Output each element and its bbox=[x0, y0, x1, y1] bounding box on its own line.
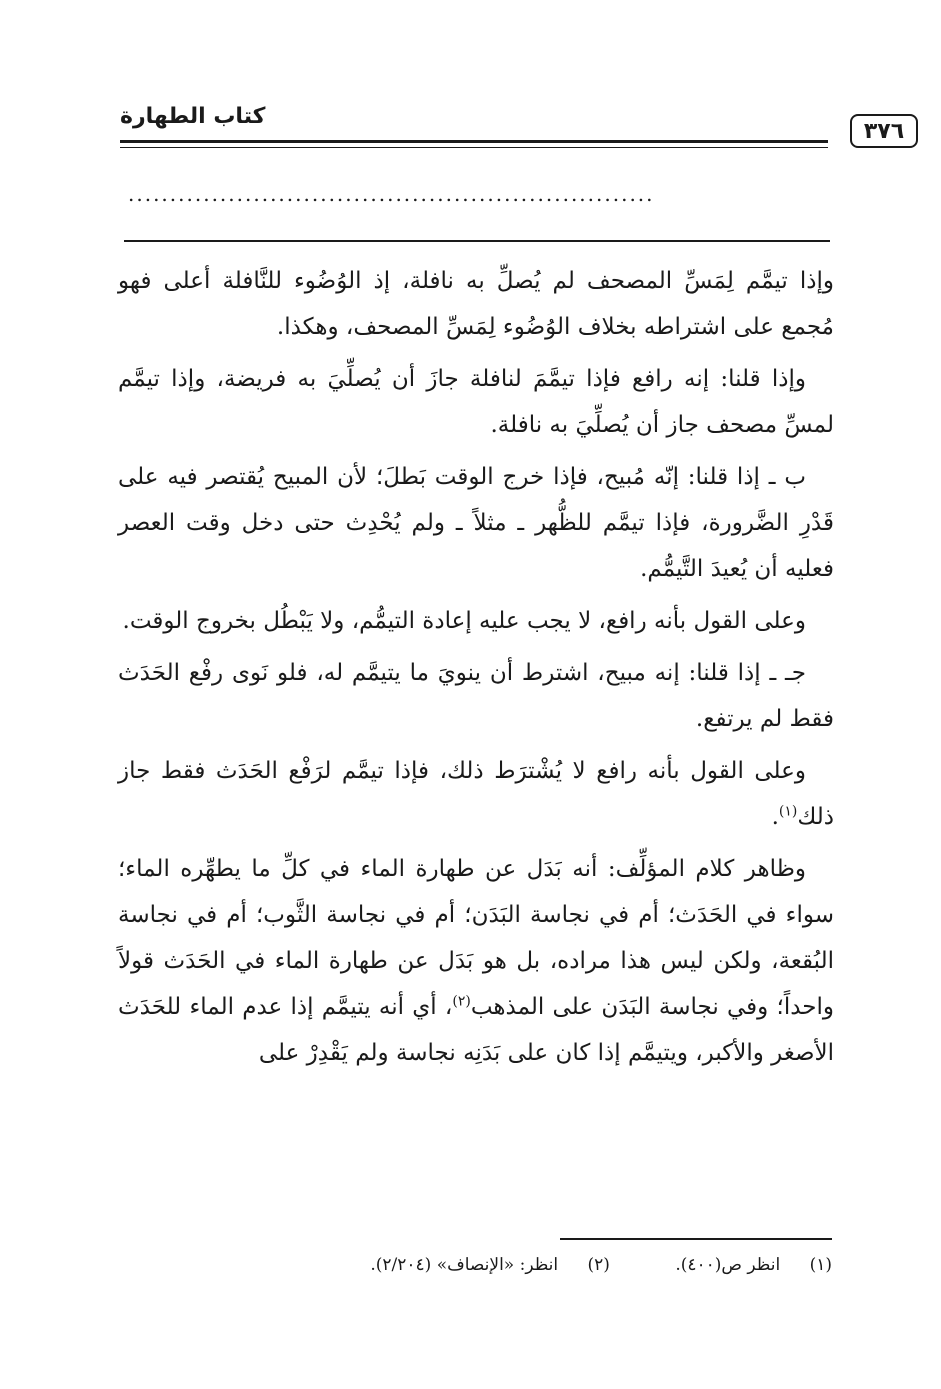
footnote-ref[interactable]: (٢) bbox=[452, 993, 471, 1010]
ellipsis-line: ............................................................... bbox=[128, 184, 655, 204]
paragraph: وإذا قلنا: إنه رافع فإذا تيمَّمَ لنافلة جازَ أن يُصلِّيَ به فريضة، وإذا تيمَّم لمسِّ مصحف جاز أن يُصلِّيَ به نافلة. bbox=[118, 366, 834, 438]
paragraph: وإذا تيمَّم لِمَسِّ المصحف لم يُصلِّ به نافلة، إذ الوُضُوء للنَّافلة أعلى فهو مُجمع على اشتراطه بخلاف الوُضُوء لِمَسِّ المصحف، وهكذا. bbox=[118, 268, 834, 340]
paragraph-text: وعلى القول بأنه رافع لا يُشْترَط ذلك، فإذا تيمَّم لرَفْع الحَدَث فقط جاز ذلك bbox=[118, 758, 834, 830]
page-number: ٣٧٦ bbox=[850, 114, 918, 148]
footnote-number: (٢) bbox=[587, 1255, 610, 1275]
paragraph bbox=[118, 846, 834, 1076]
paragraph-end: . bbox=[771, 804, 779, 830]
footnote-item bbox=[370, 1250, 610, 1280]
running-title: كتاب الطهارة bbox=[120, 104, 266, 129]
footnotes bbox=[120, 1250, 832, 1280]
footnote-separator bbox=[560, 1238, 832, 1240]
page-header bbox=[120, 100, 905, 160]
paragraph: ب ـ إذا قلنا: إنّه مُبيح، فإذا خرج الوقت بَطلَ؛ لأن المبيح يُقتصر فيه على قَدْرِ الضَّرورة، فإذا تيمَّم للظُّهر ـ مثلاً ـ ولم يُحْدِث حتى دخل وقت العصر فعليه أن يُعيدَ التَّيمُّم. bbox=[118, 464, 834, 582]
paragraph: وعلى القول بأنه رافع، لا يجب عليه إعادة التيمُّم، ولا يَبْطُل بخروج الوقت. bbox=[122, 608, 806, 634]
footnote-item bbox=[675, 1250, 832, 1280]
footnote-text: انظر: «الإنصاف» (٢/٢٠٤). bbox=[370, 1255, 559, 1275]
footnote-text: انظر ص(٤٠٠). bbox=[675, 1255, 781, 1275]
paragraph: جـ ـ إذا قلنا: إنه مبيح، اشترط أن ينويَ ما يتيمَّم له، فلو نَوى رفْع الحَدَث فقط لم يرتفع. bbox=[118, 660, 834, 732]
content-separator bbox=[124, 240, 830, 242]
paragraph-text: ، أي أنه يتيمَّم إذا عدم الماء للحَدَث الأصغر والأكبر، ويتيمَّم إذا كان على بَدَنِه نجاسة ولم يَقْدِرْ على bbox=[118, 994, 834, 1066]
footnote-number: (١) bbox=[809, 1255, 832, 1275]
body-text bbox=[118, 258, 834, 1082]
paragraph bbox=[118, 748, 834, 840]
paragraph-text: وظاهر كلام المؤلِّف: أنه بَدَل عن طهارة الماء في كلِّ ما يطهِّره الماء؛ سواء في الحَدَث؛ أم في نجاسة البَدَن؛ أم في نجاسة الثَّوب؛ أم في نجاسة البُقعة، ولكن ليس هذا مراده، بل هو بَدَل عن طهارة الماء في الحَدَث قولاً واحداً؛ وفي نجاسة البَدَن على المذهب bbox=[118, 856, 834, 1020]
footnote-ref[interactable]: (١) bbox=[778, 803, 798, 820]
header-rule-thin bbox=[120, 147, 828, 148]
header-rule-thick bbox=[120, 140, 828, 143]
